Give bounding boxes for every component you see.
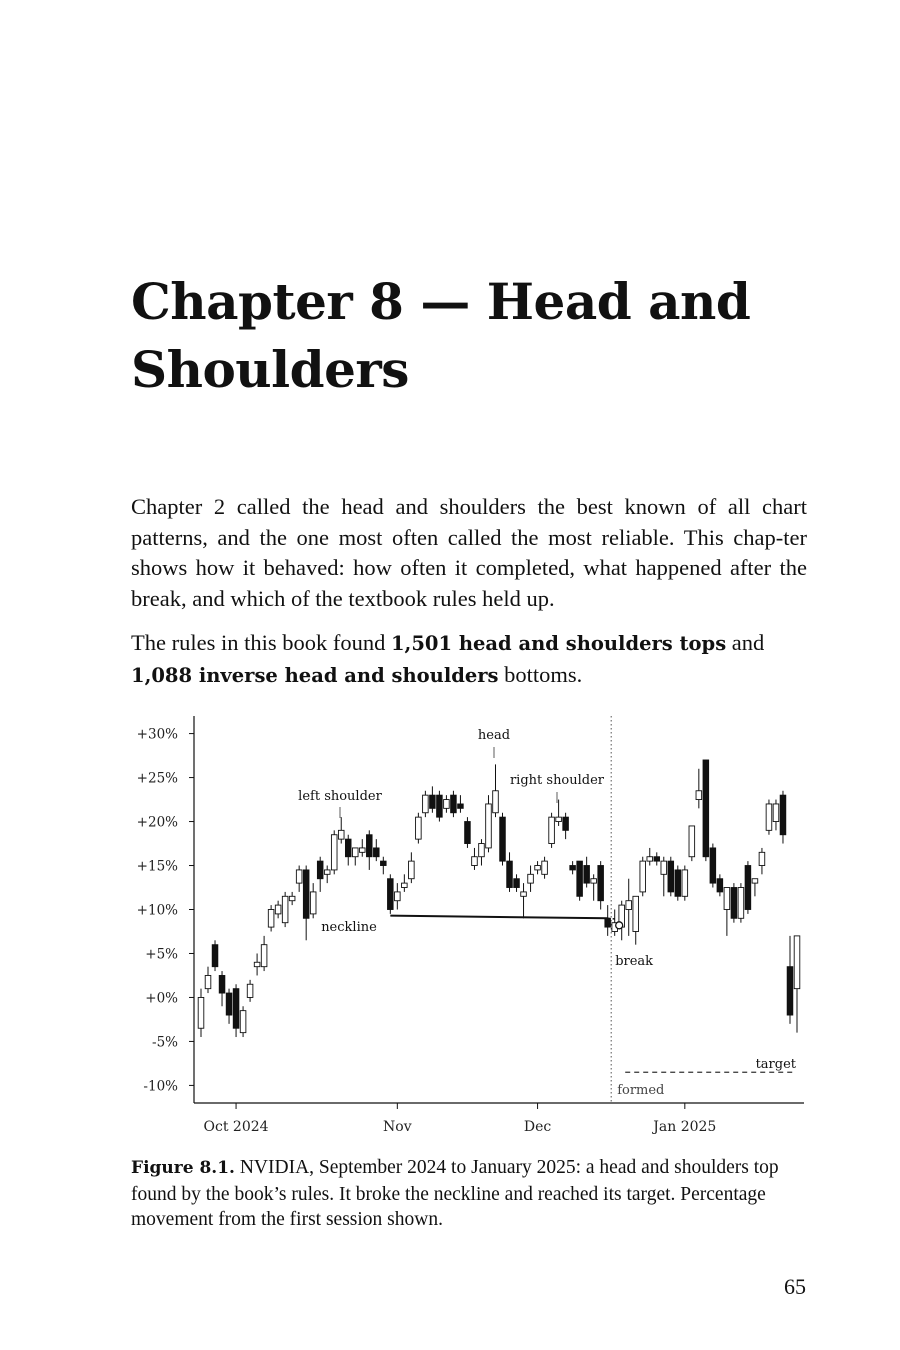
candle-body-down [731,888,737,919]
candle-body-up [359,848,365,852]
candle-body-up [752,879,758,883]
x-tick-label: Oct 2024 [203,1119,269,1135]
candle-body-up [689,826,695,857]
candle-body-up [661,861,667,874]
findings-paragraph [131,628,807,691]
candle-body-up [766,804,772,830]
figure-caption [131,1155,811,1233]
candle-body-up [738,888,744,919]
x-tick-label: Jan 2025 [653,1119,717,1135]
candle-body-down [366,835,372,857]
candle-body-up [696,791,702,800]
findings-suffix: bottoms. [498,661,583,687]
candle-body-up [268,910,274,928]
candle-body-up [275,905,281,914]
candle-body-down [507,861,513,887]
candle-body-up [198,997,204,1028]
candle-body-up [261,945,267,967]
candle-body-down [437,795,443,817]
candle-body-down [598,866,604,901]
candle-body-up [633,896,639,931]
candle-body-up [724,888,730,910]
label-head: head [477,728,511,743]
candle-body-down [233,989,239,1029]
candle-body-up [493,791,499,813]
y-tick-label: +20% [136,814,178,831]
candle-body-up [296,870,302,883]
candle-body-up [402,883,408,887]
chapter-title: Chapter 8 — Head and Shoulders [131,272,751,399]
candle-body-up [528,874,534,883]
candle-body-up [556,817,562,821]
candle-body-down [703,760,709,857]
bottoms-count: 1,088 inverse head and shoulders [131,663,499,687]
candle-body-up [324,870,330,874]
y-tick-label: +10% [136,902,178,919]
candle-body-up [626,901,632,910]
candle-body-up [409,861,415,879]
y-tick-label: +30% [136,726,178,743]
intro-paragraph: Chapter 2 called the head and shoulders the best known of all chart patterns, and the one most often called the most reliable. This chap-ter shows how it behaved: how often it completed, what happened after the break, and which of the textbook rules held up. [131,494,807,611]
candle-body-down [570,866,576,870]
x-tick-label: Nov [383,1119,412,1135]
candle-body-down [212,945,218,967]
x-tick-label: Dec [523,1119,552,1135]
candle-body-up [759,852,765,865]
candle-body-up [591,879,597,883]
label-target: target [755,1057,796,1073]
candle-body-down [373,848,379,857]
candle-body-down [668,861,674,892]
y-tick-label: +25% [136,770,178,787]
candle-body-down [500,817,506,861]
candle-body-up [479,844,485,857]
candle-body-up [310,892,316,914]
findings-mid: and [726,630,765,655]
candlestick-chart [120,710,820,1150]
candle-body-up [338,830,344,839]
y-tick-label: -5% [152,1034,178,1051]
candle-body-down [226,993,232,1015]
candle-body-up [331,835,337,870]
y-tick-label: -10% [143,1078,178,1095]
page-number: 65 [784,1274,806,1299]
candle-body-up [247,984,253,997]
candle-body-down [654,857,660,861]
candle-body-down [451,795,457,813]
candle-body-down [430,795,436,808]
candle-body-down [584,866,590,884]
candle-body-down [605,918,611,927]
neckline-line [390,916,607,919]
neckline-extension [608,918,618,919]
figure-label: Figure 8.1. [131,1158,235,1178]
candle-body-up [472,857,478,866]
y-tick-label: +5% [145,946,178,963]
candle-body-up [240,1011,246,1033]
candle-body-down [303,870,309,918]
candle-body-up [289,896,295,900]
candle-body-down [388,879,394,910]
candle-body-up [773,804,779,822]
candle-body-down [514,879,520,888]
candle-body-up [444,800,450,809]
label-formed: formed [617,1083,665,1098]
candle-body-up [640,861,646,892]
y-tick-label: +15% [136,858,178,875]
findings-prefix: The rules in this book found [131,630,391,655]
candle-body-up [542,861,548,874]
candle-body-up [395,892,401,901]
y-tick-label: +0% [145,990,178,1007]
candle-body-up [535,866,541,870]
label-right-shoulder: right shoulder [509,773,605,788]
candle-body-down [345,839,351,857]
candle-body-up [794,936,800,989]
candle-body-up [486,804,492,848]
candle-body-up [282,896,288,922]
candle-body-down [563,817,569,830]
candle-body-up [352,848,358,857]
candle-body-up [416,817,422,839]
break-point-marker [616,922,623,929]
candle-body-down [577,861,583,896]
label-break: break [615,954,654,969]
candle-body-up [647,857,653,861]
candle-body-down [381,861,387,865]
candle-body-down [717,879,723,892]
candle-body-up [423,795,429,813]
candle-body-down [458,804,464,808]
candle-body-down [780,795,786,835]
candle-body-down [317,861,323,879]
candle-body-up [521,892,527,896]
candle-body-down [219,975,225,993]
label-neckline: neckline [321,920,377,935]
figure-caption-text: NVIDIA, September 2024 to January 2025: a head and shoulders top found by the book’s rules. It broke the neckline and reached its target. Percentage movement from the first session shown. [131,1157,779,1230]
candle-body-up [254,962,260,966]
candle-body-down [675,870,681,896]
tops-count: 1,501 head and shoulders tops [390,632,727,655]
candle-body-down [787,967,793,1015]
candle-body-up [682,870,688,896]
candle-body-up [205,975,211,988]
candle-body-down [710,848,716,883]
candle-body-down [745,866,751,910]
candle-body-up [549,817,555,843]
candle-body-down [465,822,471,844]
label-left-shoulder: left shoulder [298,789,382,804]
